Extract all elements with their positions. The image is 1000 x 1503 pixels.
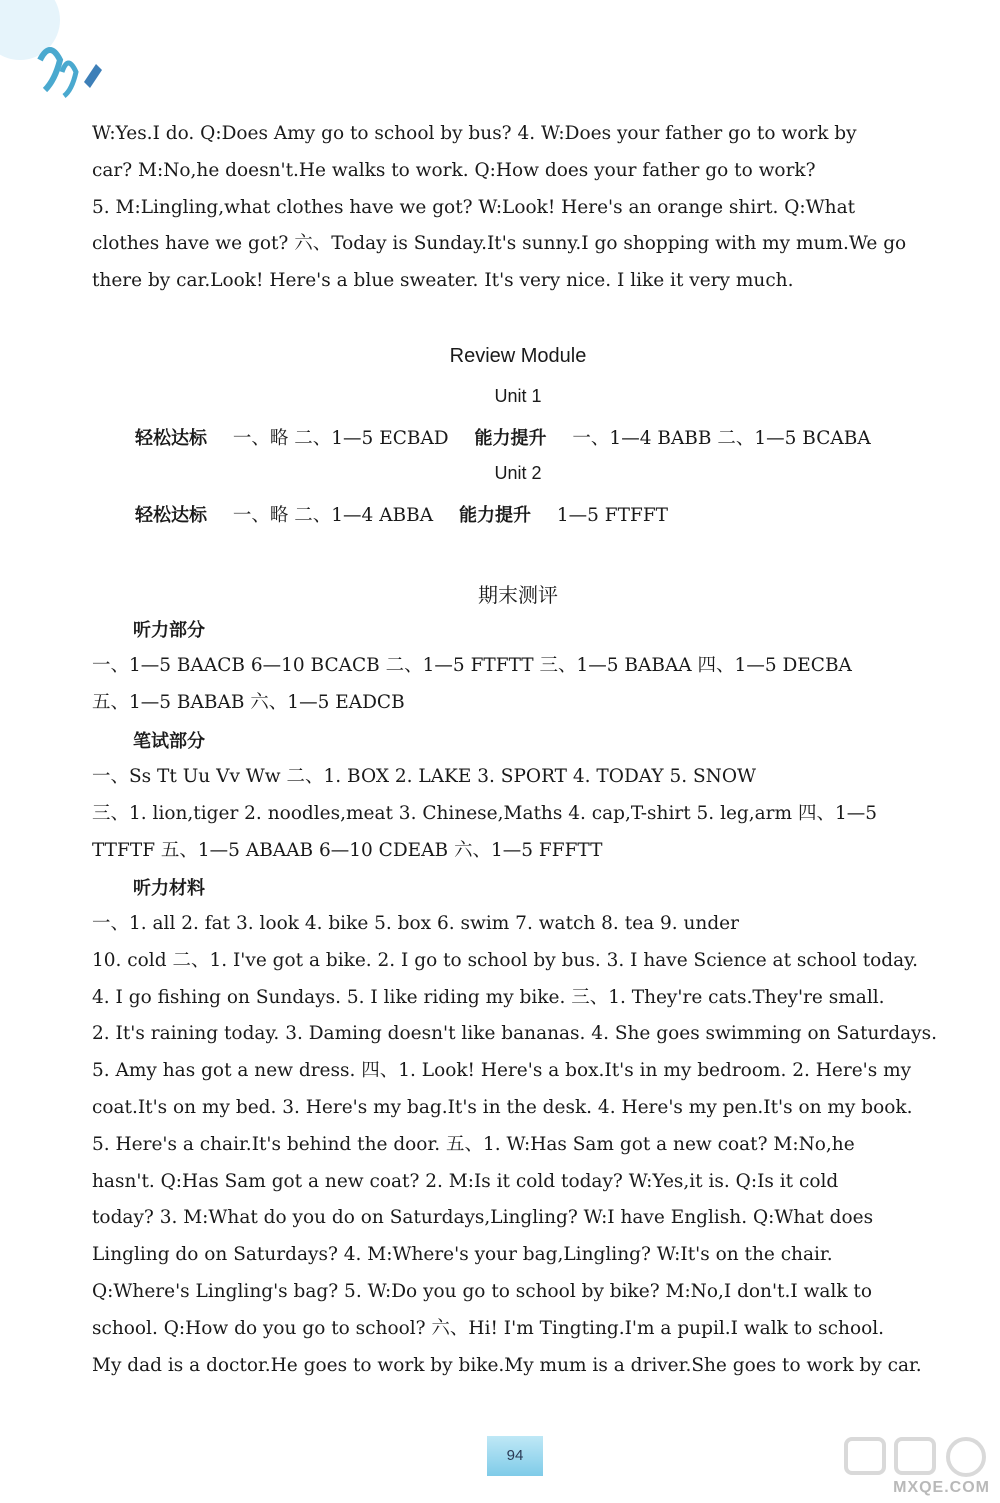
final-test-title: 期末测评	[478, 583, 558, 607]
unit2-label-a: 轻松达标	[135, 505, 207, 526]
top-line: there by car.Look! Here's a blue sweater. It's very nice. I like it very much.	[92, 270, 794, 292]
material-line: My dad is a doctor.He goes to work by bike.My mum is a driver.She goes to work by car.	[92, 1354, 922, 1376]
unit1-title: Unit 1	[494, 386, 542, 406]
top-line: 5. M:Lingling,what clothes have we got? W:Look! Here's an orange shirt. Q:What	[92, 196, 856, 218]
watermark-text: MXQE.COM	[893, 1479, 990, 1496]
unit1-label-b: 能力提升	[474, 428, 547, 449]
written-section-title: 笔试部分	[133, 731, 205, 752]
listening-answers	[92, 648, 952, 722]
written-line: TTFTF 五、1—5 ABAAB 6—10 CDEAB 六、1—5 FFFTT	[92, 839, 603, 861]
unit1-label-a: 轻松达标	[135, 428, 207, 449]
top-line: car? M:No,he doesn't.He walks to work. Q:How does your father go to work?	[92, 159, 816, 181]
written-answers	[92, 759, 952, 869]
written-line: 三、1. lion,tiger 2. noodles,meat 3. Chinese,Maths 4. cap,T-shirt 5. leg,arm 四、1—5	[92, 802, 877, 824]
material-line: 4. I go fishing on Sundays. 5. I like riding my bike. 三、1. They're cats.They're small.	[92, 986, 885, 1008]
material-line: Q:Where's Lingling's bag? 5. W:Do you go to school by bike? M:No,I don't.I walk to	[92, 1280, 873, 1302]
listening-line: 五、1—5 BABAB 六、1—5 EADCB	[92, 691, 405, 713]
material-section-title: 听力材料	[133, 878, 205, 899]
material-line: hasn't. Q:Has Sam got a new coat? 2. M:Is it cold today? W:Yes,it is. Q:Is it cold	[92, 1170, 839, 1192]
review-module-title: Review Module	[449, 345, 587, 367]
unit2-text-b: 1—5 FTFFT	[556, 505, 668, 526]
top-line: clothes have we got? 六、Today is Sunday.It's sunny.I go shopping with my mum.We go	[92, 233, 907, 255]
material-line: 2. It's raining today. 3. Daming doesn't like bananas. 4. She goes swimming on Saturdays.	[92, 1023, 937, 1045]
unit1-text-b: 一、1—4 BABB 二、1—5 BCABA	[572, 428, 871, 449]
unit2-answers	[135, 501, 668, 527]
top-paragraph	[92, 116, 952, 300]
corner-decoration-icon	[0, 0, 140, 120]
listening-material	[92, 906, 952, 1384]
material-line: coat.It's on my bed. 3. Here's my bag.It's in the desk. 4. Here's my pen.It's on my book.	[92, 1096, 913, 1118]
unit2-label-b: 能力提升	[459, 505, 531, 526]
page-number: 94	[487, 1436, 543, 1476]
material-line: school. Q:How do you go to school? 六、Hi! I'm Tingting.I'm a pupil.I walk to school.	[92, 1317, 885, 1339]
material-line: 一、1. all 2. fat 3. look 4. bike 5. box 6. swim 7. watch 8. tea 9. under	[92, 913, 739, 934]
listening-line: 一、1—5 BAACB 6—10 BCACB 二、1—5 FTFTT 三、1—5 BABAA 四、1—5 DECBA	[92, 655, 852, 676]
material-line: Lingling do on Saturdays? 4. M:Where's your bag,Lingling? W:It's on the chair.	[92, 1244, 833, 1266]
material-line: 10. cold 二、1. I've got a bike. 2. I go to school by bus. 3. I have Science at school today.	[92, 949, 919, 971]
unit1-text-a: 一、略 二、1—5 ECBAD	[232, 428, 449, 449]
material-line: today? 3. M:What do you do on Saturdays,Lingling? W:I have English. Q:What does	[92, 1207, 874, 1229]
material-line: 5. Amy has got a new dress. 四、1. Look! Here's a box.It's in my bedroom. 2. Here's my	[92, 1060, 912, 1082]
unit1-answers	[135, 424, 871, 450]
material-line: 5. Here's a chair.It's behind the door. 五、1. W:Has Sam got a new coat? M:No,he	[92, 1133, 855, 1155]
top-line: W:Yes.I do. Q:Does Amy go to school by bus? 4. W:Does your father go to work by	[92, 123, 857, 144]
written-line: 一、Ss Tt Uu Vv Ww 二、1. BOX 2. LAKE 3. SPORT 4. TODAY 5. SNOW	[92, 766, 757, 787]
unit2-title: Unit 2	[494, 463, 542, 483]
listening-section-title: 听力部分	[133, 620, 205, 641]
unit2-text-a: 一、略 二、1—4 ABBA	[232, 505, 434, 526]
